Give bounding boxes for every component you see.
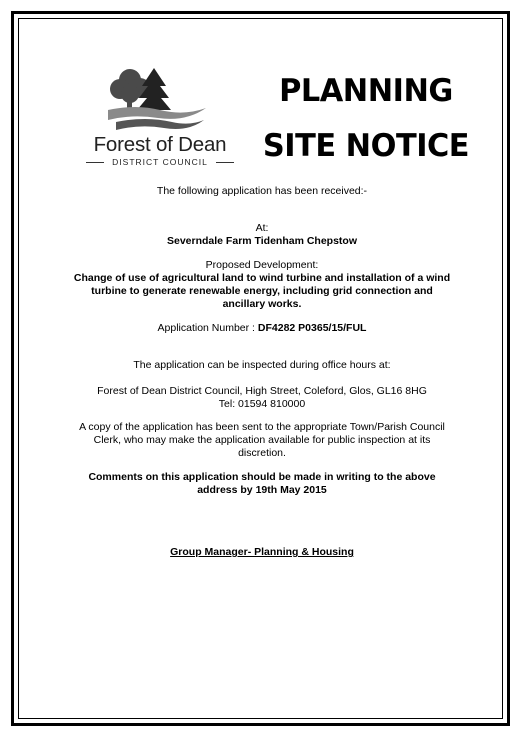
application-number-line [62, 322, 462, 335]
comments-text: Comments on this application should be made in writing to the above address by 19th May 2015 [88, 471, 436, 496]
copy-text: A copy of the application has been sent to the appropriate Town/Parish Council Clerk, who may make the application available for public inspection at its discretion. [79, 421, 445, 459]
inspect-text: The application can be inspected during office hours at: [133, 359, 391, 371]
council-address: Forest of Dean District Council, High Street, Coleford, Glos, GL16 8HG [97, 385, 427, 397]
at-label: At: [255, 222, 269, 234]
telephone: Tel: 01594 810000 [218, 398, 306, 410]
title-line-2: SITE NOTICE [262, 128, 470, 164]
signature: Group Manager- Planning & Housing [170, 546, 354, 558]
development-description: Change of use of agricultural land to wind turbine and installation of a wind turbine to generate renewable energy, including grid connection and ancillary works. [73, 272, 451, 310]
development-label: Proposed Development: [205, 259, 319, 271]
logo-rule-right [216, 162, 234, 163]
logo-subtitle: DISTRICT COUNCIL [112, 157, 208, 167]
application-label: Application Number : [157, 322, 255, 334]
tree-logo-icon [106, 64, 211, 132]
notice-title [252, 64, 479, 174]
intro-text: The following application has been received:- [156, 185, 368, 197]
logo-name: Forest of Dean [93, 133, 227, 156]
title-line-1: PLANNING [279, 73, 453, 109]
site-address: Severndale Farm Tidenham Chepstow [166, 235, 358, 247]
council-logo [80, 60, 240, 170]
application-number: DF4282 P0365/15/FUL [257, 322, 367, 334]
